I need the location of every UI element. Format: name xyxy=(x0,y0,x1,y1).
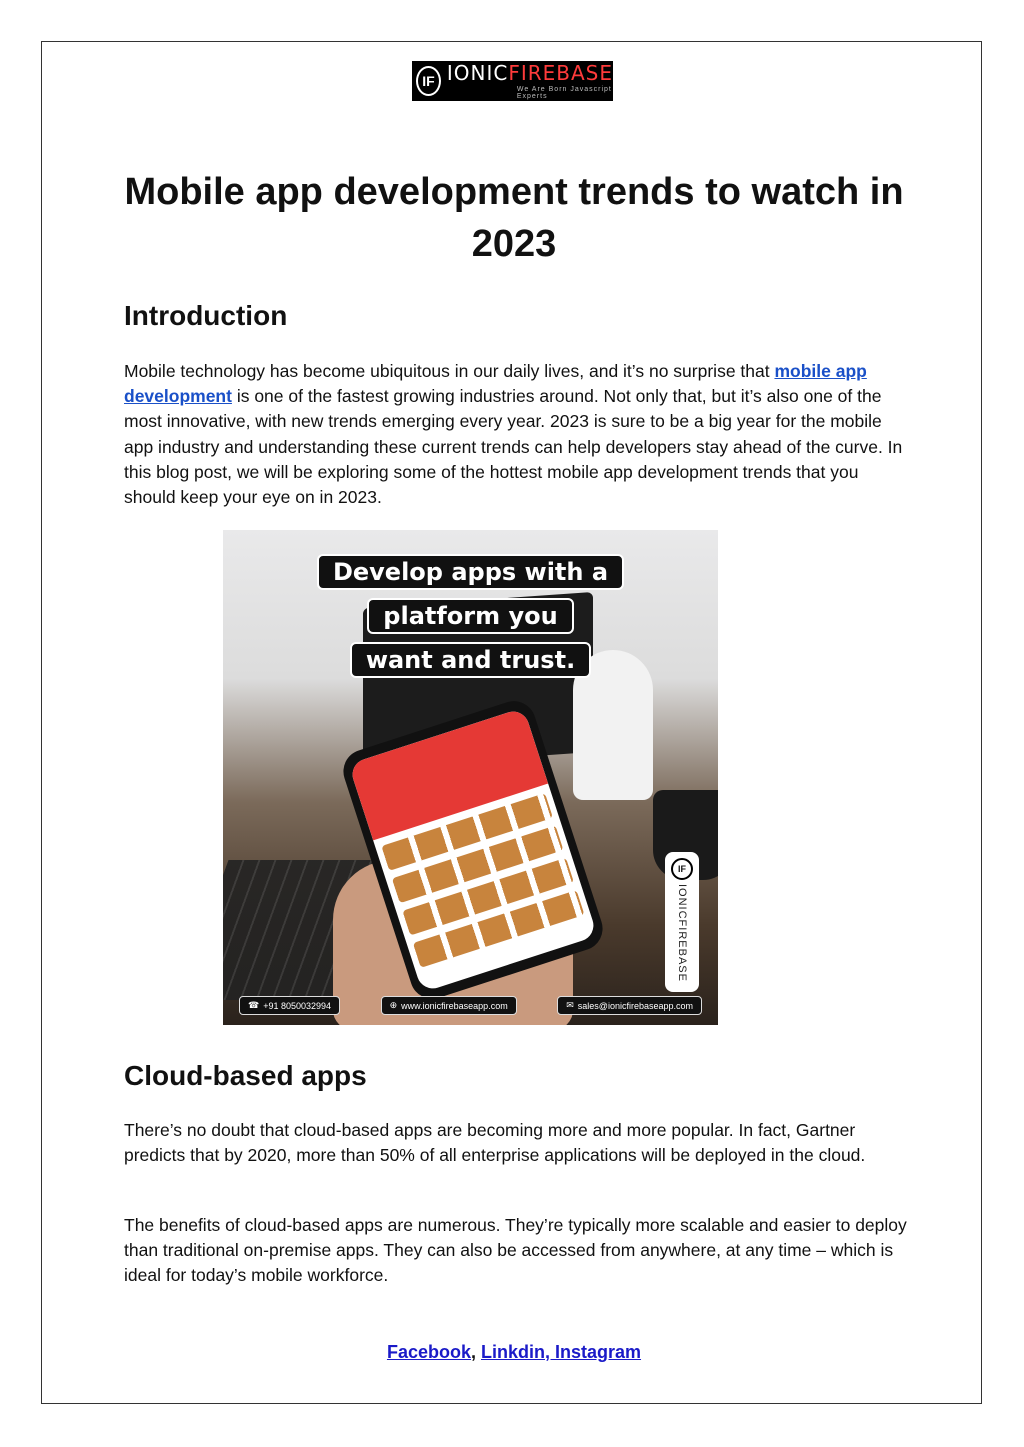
hero-caption-line2: platform you xyxy=(223,598,718,634)
email-pill: ✉ sales@ionicfirebaseapp.com xyxy=(557,996,702,1015)
phone-pill: ☎ +91 8050032994 xyxy=(239,996,340,1015)
footer-links: Facebook, Linkdin, Instagram xyxy=(386,1342,642,1362)
logo-name-right: FIREBASE xyxy=(508,60,613,85)
cloud-paragraph-2: The benefits of cloud-based apps are numerous. They’re typically more scalable and easier to deploy than traditional on-premise apps. They can also be accessed from anywhere, at any time – which is ideal for today’s mobile workforce. xyxy=(124,1215,907,1286)
ionicfirebase-logo xyxy=(412,61,613,101)
document-page xyxy=(41,41,982,1404)
cloud-heading: Cloud-based apps xyxy=(124,1060,367,1091)
phone-icon: ☎ xyxy=(248,1000,260,1010)
side-brand-text: IONICFIREBASE xyxy=(676,884,688,982)
logo-name-left: IONIC xyxy=(446,60,509,85)
intro-heading: Introduction xyxy=(124,300,288,331)
website-pill: ⊕ www.ionicfirebaseapp.com xyxy=(381,996,517,1015)
globe-icon: ⊕ xyxy=(389,1000,398,1010)
hero-image xyxy=(223,530,718,1025)
hero-caption-line1: Develop apps with a xyxy=(223,554,718,590)
side-brand-badge xyxy=(665,852,699,992)
page-title: Mobile app development trends to watch in 2023 xyxy=(124,171,904,265)
hero-contacts xyxy=(223,996,718,1015)
mail-icon: ✉ xyxy=(566,1000,574,1010)
cloud-paragraph-1: There’s no doubt that cloud-based apps are becoming more and more popular. In fact, Gartner predicts that by 2020, more than 50% of all enterprise applications will be deployed in the cloud. xyxy=(124,1120,866,1166)
hero-caption-line3: want and trust. xyxy=(223,642,718,678)
mobile-app-development-link[interactable]: mobile app development xyxy=(124,361,867,407)
side-logo-icon: IF xyxy=(671,858,693,880)
logo-badge: IF xyxy=(416,66,441,96)
facebook-link[interactable]: Facebook xyxy=(386,1342,471,1362)
intro-paragraph: Mobile technology has become ubiquitous in our daily lives, and it’s no surprise that mobile app development is one of the fastest growing industries around. Not only that, but it’s also one of the most innovative, with new trends emerging every year. 2023 is sure to be a big year for the mobile app industry and understanding these current trends can help developers stay ahead of the curve. In this blog post, we will be exploring some of the hottest mobile app development trends that you should keep your eye on in 2023. xyxy=(124,361,903,508)
logo-tagline: We Are Born Javascript Experts xyxy=(516,85,612,100)
linkdin-instagram-link[interactable]: Linkdin, Instagram xyxy=(481,1342,642,1362)
